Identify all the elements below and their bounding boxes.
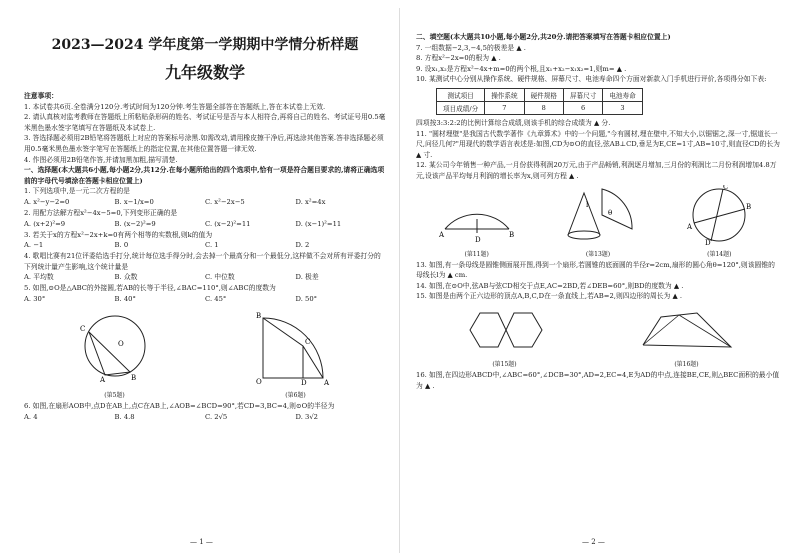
option: B. 0	[114, 241, 129, 250]
option: A. 4	[24, 412, 38, 421]
svg-text:A: A	[438, 230, 444, 239]
figure-14	[679, 185, 759, 258]
notice-item: 4. 作图必须用2B铅笔作答,并请加黑加粗,描写清楚.	[24, 155, 178, 164]
arc-figure-11	[437, 185, 517, 245]
question-9: 9. 设x₁,x₂是方程x²−4x+m=0的两个根,且x₁+x₂−x₁x₂=1,则m= ▲ .	[416, 64, 627, 73]
question-13: 13. 如图,有一条母线是圆锥侧面展开图,得到一个扇形,若圆锥的底面圆的半径r=2cm,扇形的圆心角θ=120°,则该圆锥的母线长l为 ▲ cm.	[416, 260, 775, 280]
q2-options	[24, 219, 386, 230]
right-page	[402, 0, 794, 560]
notice-item: 2. 请认真核对监考教师在答题纸上所粘贴条形码的姓名、考试证号是否与本人相符合,再将自己的姓名、考试证号用0.5毫米黑色墨水签字笔填写在答题纸及本试卷上.	[24, 113, 386, 132]
figures-5-6	[24, 308, 386, 399]
svg-text:B: B	[130, 373, 136, 382]
notice-header: 注意事项：	[24, 92, 58, 100]
table-cell: 6	[563, 101, 602, 114]
figure-13-caption: (第13题)	[585, 250, 611, 258]
svg-text:D: D	[300, 378, 307, 386]
circle-figure-5	[70, 308, 160, 386]
question-5: 5. 如图,⊙O是△ABC的外接圆,若AB的长等于半径,∠BAC=110°,则∠ABC的度数为	[24, 284, 276, 293]
table-cell: 3	[603, 101, 642, 114]
figures-11-14	[416, 185, 780, 258]
option: A. x²−y−2=0	[24, 197, 70, 206]
exam-title: 2023—2024 学年度第一学期期中学情分析样题	[51, 37, 359, 53]
question-16: 16. 如图,在四边形ABCD中,∠ABC=60°,∠DCB=30°,AD=2,EC=4,E为AD的中点,连接BE,CE,则△BEC面积的最小值为 ▲ .	[416, 370, 780, 390]
exam-subtitle: 九年级数学	[164, 63, 245, 82]
figure-6	[251, 308, 341, 399]
score-table	[436, 88, 643, 115]
q4-options	[24, 272, 386, 283]
option: C. 45°	[205, 294, 227, 303]
notice-item: 1. 本试卷共6页.全卷满分120分.考试时间为120分钟.考生答题全部答在答题纸上,答在本试卷上无效.	[24, 102, 326, 111]
svg-text:D: D	[705, 238, 711, 245]
figure-14-caption: (第14题)	[707, 250, 732, 258]
table-cell: 测试项目	[437, 88, 485, 101]
section1-header: 一、选择题(本大题共6小题,每小题2分,共12分.在每小题所给出的四个选项中,恰有一项是符合题目要求的,请将正确选项前的字母代号填涂在答题卡相应位置上)	[24, 166, 385, 185]
question-12: 12. 某公司今年销售一种产品,一月份获得利润20万元,由于产品畅销,利润逐月增加,三月份的利润比二月份利润增加4.8万元,设该产品平均每月利润的增长率为x,则可列方程 ▲ .	[416, 161, 777, 180]
svg-text:A: A	[687, 222, 693, 231]
figures-15-16	[416, 305, 780, 368]
figure-6-caption: (第6题)	[285, 391, 306, 399]
svg-text:O: O	[255, 377, 262, 386]
table-cell: 硬件规格	[524, 88, 563, 101]
option: D. (x−1)²=11	[295, 219, 342, 228]
hexagon-figure-15	[460, 305, 550, 355]
circle-figure-14	[679, 185, 759, 245]
option: B. (x−2)²=9	[114, 219, 156, 228]
option: B. 4.8	[114, 412, 135, 421]
question-3: 3. 若关于x的方程x²−2x+k=0有两个相等的实数根,则k的值为	[24, 230, 213, 239]
svg-text:A: A	[323, 378, 329, 386]
svg-text:B: B	[508, 230, 514, 239]
option: C. 中位数	[205, 273, 235, 282]
option: D. 50°	[295, 294, 318, 303]
q5-options	[24, 294, 386, 305]
option: A. (x+2)²=9	[24, 219, 66, 228]
table-cell: 项目成绩/分	[437, 101, 485, 114]
svg-text:C: C	[723, 184, 729, 191]
figure-15-caption: (第15题)	[492, 360, 517, 368]
page-number-1: — 1 —	[190, 538, 213, 546]
question-7: 7. 一组数据−2,3,−4,5的极差是 ▲ .	[416, 43, 526, 52]
table-row	[437, 101, 643, 114]
figure-16	[637, 305, 737, 368]
cone-figure-13	[558, 185, 638, 245]
question-10-tail: 四项按3:3:2:2的比例计算综合成绩,则该手机的综合成绩为 ▲ 分.	[416, 118, 611, 127]
figure-13	[558, 185, 638, 258]
page-number-2: — 2 —	[582, 538, 605, 546]
svg-text:O: O	[117, 339, 124, 348]
figure-11	[437, 185, 517, 258]
sector-figure-6	[251, 308, 341, 386]
option: A. 30°	[24, 294, 46, 303]
question-15: 15. 如图是由两个正六边形的顶点A,B,C,D在一条直线上,若AB=2,则四边形的周长为 ▲ .	[416, 292, 683, 301]
option: D. 2	[295, 241, 310, 250]
quadrilateral-figure-16	[637, 305, 737, 355]
svg-text:C: C	[304, 337, 310, 346]
question-1: 1. 下列选项中,是一元二次方程的是	[24, 187, 130, 196]
q1-options	[24, 197, 386, 208]
question-4: 4. 歌唱比赛有21位评委给选手打分,统计每位选手得分时,会去掉一个最高分和一个最低分,这样做不会对所有评委打分的下列统计量产生影响,这个统计量是	[24, 252, 381, 271]
section2-header: 二、填空题(本大题共10小题,每小题2分,共20分.请把答案填写在答题卡相应位置上)	[416, 33, 671, 41]
figure-11-caption: (第11题)	[464, 250, 489, 258]
svg-text:D: D	[474, 235, 481, 244]
table-cell: 电池寿命	[603, 88, 642, 101]
question-2: 2. 用配方法解方程x²−4x−5=0,下列变形正确的是	[24, 208, 178, 217]
question-11: 11. "圆材埋壁"是我国古代数学著作《九章算术》中的一个问题,"今有圆材,埋在壁中,不知大小,以锯锯之,深一寸,锯道长一尺,问径几何?"用现代的数学语言表述是:如图,CD为⊙O的直径,弦AB⊥CD,垂足为E,CE=1寸,AB=10寸,则直径CD的长为 ▲ 寸.	[416, 129, 780, 159]
svg-text:l: l	[585, 200, 589, 209]
table-cell: 操作系统	[485, 88, 524, 101]
figure-16-caption: (第16题)	[674, 360, 699, 368]
svg-text:B: B	[255, 311, 261, 320]
question-10: 10. 某测试中心分别从操作系统、硬件规格、屏幕尺寸、电池寿命四个方面对新款入门手机进行评价,各项得分如下表:	[416, 75, 767, 84]
option: D. 极差	[295, 273, 319, 282]
option: A. 平均数	[24, 273, 54, 282]
table-cell: 7	[485, 101, 524, 114]
option: C. 1	[205, 241, 219, 250]
option: C. (x−2)²=11	[205, 219, 251, 228]
option: D. 3√2	[295, 412, 319, 421]
question-14: 14. 如图,在⊙O中,弦AB与弦CD相交于点E,AC=2BD,若∠DEB=60°,则BD的度数为 ▲ .	[416, 281, 684, 290]
svg-text:C: C	[79, 324, 85, 333]
option: B. 众数	[114, 273, 138, 282]
svg-text:B: B	[746, 202, 752, 211]
figure-5	[70, 308, 160, 399]
question-8: 8. 方程x²−2x=0的根为 ▲ .	[416, 54, 501, 63]
svg-text:θ: θ	[607, 208, 613, 217]
notice-item: 3. 答选择题必须用2B铅笔将答题纸上对应的答案标号涂黑.如需改动,请用橡皮擦干净后,再选涂其他答案.答非选择题必须用0.5毫米黑色墨水签字笔写在答题纸上的指定位置,在其他位置答题一律无效.	[24, 134, 384, 153]
question-6: 6. 如图,在扇形AOB中,点D在AB上,点C在AB上,∠AOB=∠BCD=90°,若CD=3,BC=4,则⊙O的半径为	[24, 401, 335, 410]
q6-options	[24, 412, 386, 423]
option: A. −1	[24, 241, 44, 250]
option: C. x²−2x−5	[205, 197, 245, 206]
figure-15	[460, 305, 550, 368]
table-header-row	[437, 88, 643, 101]
figure-5-caption: (第5题)	[104, 391, 125, 399]
option: D. x²=4x	[295, 197, 326, 206]
table-cell: 屏幕尺寸	[563, 88, 602, 101]
table-cell: 8	[524, 101, 563, 114]
svg-text:A: A	[99, 375, 105, 384]
option: B. x−1/x=0	[114, 197, 154, 206]
option: B. 40°	[114, 294, 136, 303]
q3-options	[24, 240, 386, 251]
option: C. 2√5	[205, 412, 228, 421]
